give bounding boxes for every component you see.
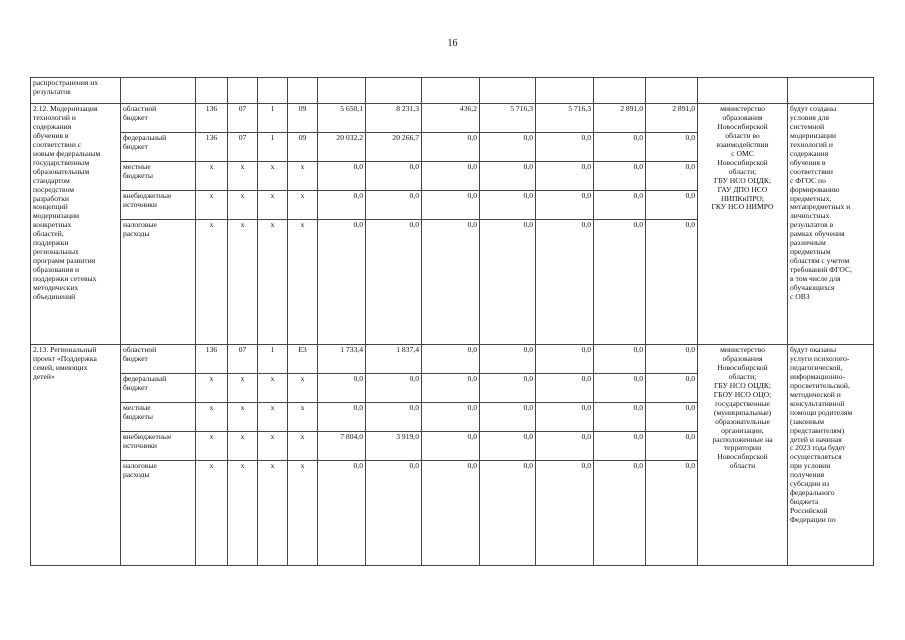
- value-cell: 0,0: [422, 461, 480, 566]
- activity-name-cell: 2.13. Региональный проект «Поддержка семей, имеющих детей»: [31, 345, 121, 566]
- value-cell: 0,0: [422, 374, 480, 403]
- value-cell: 0,0: [646, 403, 698, 432]
- value-cell: 8 231,3: [366, 104, 422, 133]
- empty-cell: [196, 78, 228, 104]
- value-cell: 0,0: [366, 162, 422, 191]
- value-cell: 0,0: [646, 461, 698, 566]
- table-row: [31, 104, 874, 133]
- code-admin-cell: х: [196, 374, 228, 403]
- value-cell: 5 650,1: [318, 104, 366, 133]
- value-cell: 0,0: [646, 374, 698, 403]
- value-cell: 0,0: [480, 432, 536, 461]
- value-cell: 0,0: [480, 403, 536, 432]
- value-cell: 0,0: [646, 345, 698, 374]
- value-cell: 0,0: [594, 220, 646, 345]
- top-row-name: распространения их результатов: [31, 78, 121, 104]
- funding-source-cell: федеральный бюджет: [121, 374, 196, 403]
- code-admin-cell: х: [196, 162, 228, 191]
- empty-cell: [788, 78, 874, 104]
- value-cell: 0,0: [646, 133, 698, 162]
- code-admin-cell: х: [196, 461, 228, 566]
- code-program-cell: 1: [258, 345, 288, 374]
- value-cell: 0,0: [646, 191, 698, 220]
- code-admin-cell: х: [196, 191, 228, 220]
- value-cell: 1 837,4: [366, 345, 422, 374]
- value-cell: 436,2: [422, 104, 480, 133]
- executor-cell: министерство образования Новосибирской области во взаимодействии с ОМС Новосибирской области; ГБУ НСО ОЦДК; ГАУ ДПО НСО НИПКиПРО; ГКУ НСО НИМРО: [698, 104, 788, 345]
- value-cell: 0,0: [480, 345, 536, 374]
- empty-cell: [228, 78, 258, 104]
- value-cell: 0,0: [366, 220, 422, 345]
- value-cell: 5 716,3: [536, 104, 594, 133]
- value-cell: 5 716,3: [480, 104, 536, 133]
- empty-cell: [480, 78, 536, 104]
- code-target-cell: х: [288, 432, 318, 461]
- code-target-cell: Е3: [288, 345, 318, 374]
- empty-cell: [366, 78, 422, 104]
- code-admin-cell: 136: [196, 104, 228, 133]
- value-cell: 0,0: [536, 345, 594, 374]
- value-cell: 0,0: [480, 374, 536, 403]
- value-cell: 0,0: [480, 162, 536, 191]
- program-table: [30, 77, 874, 566]
- code-section-cell: х: [228, 374, 258, 403]
- empty-cell: [646, 78, 698, 104]
- funding-source-cell: местные бюджеты: [121, 162, 196, 191]
- page-number: 16: [447, 38, 458, 49]
- activity-name-cell: 2.12. Модернизация технологий и содержания обучения в соответствии с новым федеральным государственным образовательным стандартом посредством разработки концепций модернизации конкретных областей, поддержки региональных программ развития образования и поддержки сетевых методических объединений: [31, 104, 121, 345]
- value-cell: 0,0: [536, 162, 594, 191]
- value-cell: 0,0: [422, 432, 480, 461]
- value-cell: 0,0: [536, 191, 594, 220]
- value-cell: 0,0: [594, 432, 646, 461]
- value-cell: 20 266,7: [366, 133, 422, 162]
- funding-source-cell: налоговые расходы: [121, 461, 196, 566]
- code-section-cell: 07: [228, 133, 258, 162]
- code-target-cell: х: [288, 403, 318, 432]
- value-cell: 0,0: [318, 162, 366, 191]
- empty-cell: [536, 78, 594, 104]
- value-cell: 0,0: [318, 461, 366, 566]
- value-cell: 0,0: [422, 403, 480, 432]
- code-section-cell: х: [228, 432, 258, 461]
- code-section-cell: 07: [228, 104, 258, 133]
- value-cell: 20 032,2: [318, 133, 366, 162]
- value-cell: 7 804,0: [318, 432, 366, 461]
- value-cell: 0,0: [536, 133, 594, 162]
- code-target-cell: 09: [288, 104, 318, 133]
- code-target-cell: х: [288, 162, 318, 191]
- value-cell: 0,0: [536, 432, 594, 461]
- code-target-cell: х: [288, 461, 318, 566]
- funding-source-cell: налоговые расходы: [121, 220, 196, 345]
- value-cell: 0,0: [536, 374, 594, 403]
- value-cell: 0,0: [422, 220, 480, 345]
- value-cell: 0,0: [594, 403, 646, 432]
- value-cell: 0,0: [318, 220, 366, 345]
- empty-cell: [422, 78, 480, 104]
- value-cell: 0,0: [594, 133, 646, 162]
- code-section-cell: х: [228, 162, 258, 191]
- code-program-cell: х: [258, 461, 288, 566]
- value-cell: 0,0: [536, 461, 594, 566]
- value-cell: 2 891,0: [594, 104, 646, 133]
- value-cell: 0,0: [594, 374, 646, 403]
- empty-cell: [698, 78, 788, 104]
- value-cell: 0,0: [480, 133, 536, 162]
- value-cell: 0,0: [318, 191, 366, 220]
- value-cell: 0,0: [318, 374, 366, 403]
- value-cell: 0,0: [366, 374, 422, 403]
- value-cell: 0,0: [594, 191, 646, 220]
- value-cell: 0,0: [422, 191, 480, 220]
- value-cell: 3 919,0: [366, 432, 422, 461]
- code-section-cell: х: [228, 403, 258, 432]
- funding-source-cell: областной бюджет: [121, 345, 196, 374]
- code-program-cell: х: [258, 374, 288, 403]
- code-target-cell: х: [288, 374, 318, 403]
- value-cell: 0,0: [646, 432, 698, 461]
- empty-cell: [594, 78, 646, 104]
- value-cell: 1 733,4: [318, 345, 366, 374]
- code-section-cell: х: [228, 461, 258, 566]
- value-cell: 0,0: [594, 162, 646, 191]
- empty-cell: [258, 78, 288, 104]
- code-admin-cell: х: [196, 220, 228, 345]
- value-cell: 0,0: [422, 162, 480, 191]
- code-program-cell: 1: [258, 133, 288, 162]
- value-cell: 0,0: [422, 133, 480, 162]
- code-program-cell: х: [258, 432, 288, 461]
- code-target-cell: х: [288, 220, 318, 345]
- funding-source-cell: внебюджетные источники: [121, 432, 196, 461]
- executor-cell: министерство образования Новосибирской области; ГБУ НСО ОЦДК; ГБОУ НСО ОЦО; государственные (муниципальные) образовательные организации, расположенные на территории Новосибирской области: [698, 345, 788, 566]
- value-cell: 0,0: [536, 403, 594, 432]
- funding-source-cell: местные бюджеты: [121, 403, 196, 432]
- expected-result-cell: будут созданы условия для системной модернизации технологий и содержания обучения в соответствии с ФГОС по формированию предметных, метапредметных и личностных результатов в рамках обучения различным предметным областям с учетом требований ФГОС, в том числе для обучающихся с ОВЗ: [788, 104, 874, 345]
- empty-cell: [318, 78, 366, 104]
- table-row: [31, 345, 874, 374]
- value-cell: 0,0: [366, 461, 422, 566]
- empty-cell: [121, 78, 196, 104]
- value-cell: 0,0: [480, 220, 536, 345]
- code-target-cell: 09: [288, 133, 318, 162]
- code-admin-cell: 136: [196, 345, 228, 374]
- value-cell: 0,0: [318, 403, 366, 432]
- code-section-cell: х: [228, 191, 258, 220]
- value-cell: 0,0: [594, 461, 646, 566]
- code-program-cell: 1: [258, 104, 288, 133]
- funding-source-cell: областной бюджет: [121, 104, 196, 133]
- top-row: [31, 78, 874, 104]
- funding-source-cell: федеральный бюджет: [121, 133, 196, 162]
- value-cell: 0,0: [480, 461, 536, 566]
- code-section-cell: х: [228, 220, 258, 345]
- value-cell: 0,0: [480, 191, 536, 220]
- value-cell: 0,0: [646, 220, 698, 345]
- value-cell: 2 891,0: [646, 104, 698, 133]
- code-program-cell: х: [258, 191, 288, 220]
- funding-source-cell: внебюджетные источники: [121, 191, 196, 220]
- value-cell: 0,0: [366, 403, 422, 432]
- value-cell: 0,0: [422, 345, 480, 374]
- code-admin-cell: х: [196, 403, 228, 432]
- code-program-cell: х: [258, 162, 288, 191]
- code-admin-cell: 136: [196, 133, 228, 162]
- expected-result-cell: будут оказаны услуги психолого- педагогической, информационно- просветительской, методической и консультативной помощи родителям (законным представителям) детей и начиная с 2023 года будет осуществляться при условии получения субсидии из федерального бюджета Российской Федерации по: [788, 345, 874, 566]
- code-program-cell: х: [258, 220, 288, 345]
- code-program-cell: х: [258, 403, 288, 432]
- code-target-cell: х: [288, 191, 318, 220]
- code-section-cell: 07: [228, 345, 258, 374]
- code-admin-cell: х: [196, 432, 228, 461]
- empty-cell: [288, 78, 318, 104]
- value-cell: 0,0: [536, 220, 594, 345]
- value-cell: 0,0: [646, 162, 698, 191]
- value-cell: 0,0: [594, 345, 646, 374]
- value-cell: 0,0: [366, 191, 422, 220]
